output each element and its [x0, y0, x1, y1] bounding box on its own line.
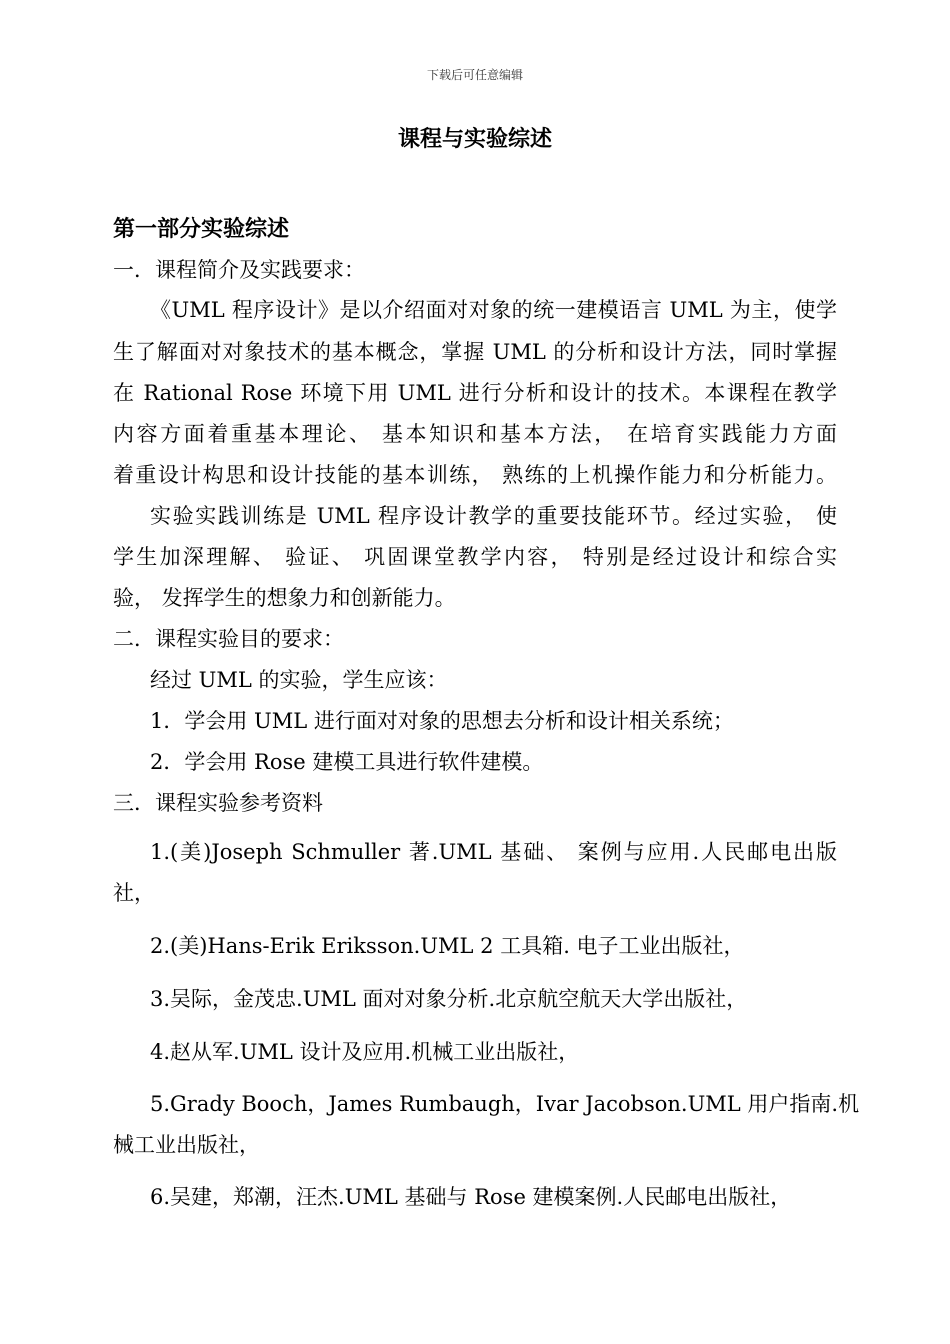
para1-line: 《UML 程序设计》是以介绍面对对象的统一建模语言 UML 为主，使学: [150, 298, 837, 322]
reference-item: 6.吴建，郑潮，汪杰.UML 基础与 Rose 建模案例.人民邮电出版社，: [150, 1185, 792, 1209]
objective-item: 1．学会用 UML 进行面对对象的思想去分析和设计相关系统；: [150, 709, 734, 733]
para2-line: 实验实践训练是 UML 程序设计教学的重要技能环节。经过实验， 使: [150, 504, 837, 528]
section1-heading: 一．课程简介及实践要求：: [113, 258, 365, 282]
document-title: 课程与实验综述: [397, 127, 552, 152]
para1-line: 内容方面着重基本理论、 基本知识和基本方法， 在培育实践能力方面: [113, 422, 837, 446]
reference-item: 1.(美)Joseph Schmuller 著.UML 基础、 案例与应用.人民邮电出版: [150, 840, 837, 864]
reference-item-cont: 械工业出版社，: [113, 1133, 260, 1157]
reference-item-cont: 社，: [113, 881, 155, 905]
section3-heading: 三．课程实验参考资料: [113, 791, 323, 815]
para2-line: 验， 发挥学生的想象力和创新能力。: [113, 586, 456, 610]
para1-line: 在 Rational Rose 环境下用 UML 进行分析和设计的技术。本课程在教学: [113, 381, 837, 405]
part-heading: 第一部分实验综述: [113, 217, 290, 242]
page-header: 下载后可任意编辑: [426, 68, 523, 82]
para1-line: 着重设计构思和设计技能的基本训练， 熟练的上机操作能力和分析能力。: [113, 463, 837, 487]
reference-item: 2.(美)Hans-Erik Eriksson.UML 2 工具箱. 电子工业出版社，: [150, 934, 745, 958]
objective-item: 2．学会用 Rose 建模工具进行软件建模。: [150, 750, 544, 774]
reference-item: 5.Grady Booch，James Rumbaugh，Ivar Jacobson.UML 用户指南.机: [150, 1092, 860, 1116]
reference-item: 3.吴际，金茂忠.UML 面对对象分析.北京航空航天大学出版社，: [150, 987, 748, 1011]
para2-line: 学生加深理解、 验证、 巩固课堂教学内容， 特别是经过设计和综合实: [113, 545, 837, 569]
reference-item: 4.赵从军.UML 设计及应用.机械工业出版社，: [150, 1040, 580, 1064]
section2-intro: 经过 UML 的实验，学生应该：: [150, 668, 448, 692]
para1-line: 生了解面对对象技术的基本概念，掌握 UML 的分析和设计方法，同时掌握: [113, 340, 837, 364]
section2-heading: 二．课程实验目的要求：: [113, 627, 344, 651]
